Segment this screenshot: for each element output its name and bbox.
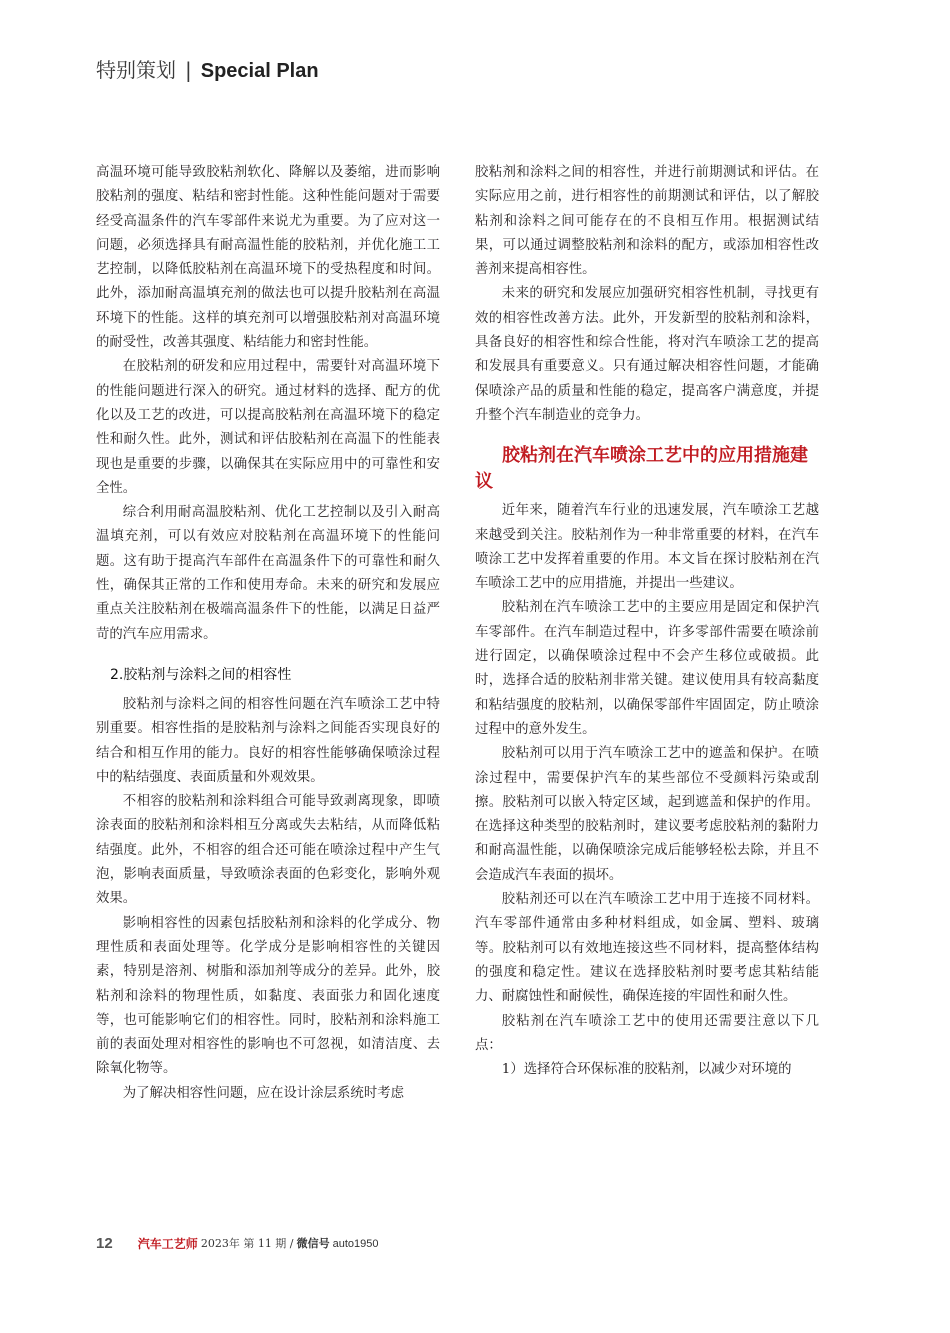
magazine-name: 汽车工艺师 <box>137 1237 198 1252</box>
paragraph: 未来的研究和发展应加强研究相容性机制，寻找更有效的相容性改善方法。此外，开发新型的胶粘剂和涂料，具备良好的相容性和综合性能，将对汽车喷涂工艺的提高和发展具有重要意义。只有通过解决相容性问题，才能确保喷涂产品的质量和性能的稳定，提高客户满意度，并提升整个汽车制造业的竞争力。 <box>475 286 819 423</box>
paragraph: 不相容的胶粘剂和涂料组合可能导致剥离现象，即喷涂表面的胶粘剂和涂料相互分离或失去粘结，从而降低粘结强度。此外，不相容的组合还可能在喷涂过程中产生气泡，影响表面质量，导致喷涂表面的色彩变化，影响外观效果。 <box>96 794 440 907</box>
section-title-cn: 特别策划 <box>96 58 176 82</box>
paragraph: 为了解决相容性问题，应在设计涂层系统时考虑 <box>122 1085 404 1101</box>
left-column <box>96 161 440 1106</box>
paragraph: 在胶粘剂的研发和应用过程中，需要针对高温环境下的性能问题进行深入的研究。通过材料的选择、配方的优化以及工艺的改进，可以提高胶粘剂在高温环境下的稳定性和耐久性。此外，测试和评估胶粘剂在高温下的性能表现也是重要的步骤，以确保其在实际应用中的可靠性和安全性。 <box>96 359 440 496</box>
section-heading: 胶粘剂在汽车喷涂工艺中的应用措施建议 <box>475 445 808 493</box>
subsection-heading: 2.胶粘剂与涂料之间的相容性 <box>110 666 292 683</box>
paragraph: 高温环境可能导致胶粘剂软化、降解以及萎缩，进而影响胶粘剂的强度、粘结和密封性能。这种性能问题对于需要经受高温条件的汽车零部件来说尤为重要。为了应对这一问题，必须选择具有耐高温性能的胶粘剂，并优化施工工艺控制，以降低胶粘剂在高温环境下的受热程度和时间。此外，添加耐高温填充剂的做法也可以提升胶粘剂在高温环境下的性能。这样的填充剂可以增强胶粘剂对高温环境的耐受性，改善其强度、粘结能力和密封性能。 <box>96 165 440 351</box>
paragraph: 胶粘剂可以用于汽车喷涂工艺中的遮盖和保护。在喷涂过程中，需要保护汽车的某些部位不受颜料污染或刮擦。胶粘剂可以嵌入特定区域，起到遮盖和保护的作用。在选择这种类型的胶粘剂时，建议要考虑胶粘剂的黏附力和耐高温性能，以确保喷涂完成后能够轻松去除，并且不会造成汽车表面的损坏。 <box>475 746 819 883</box>
paragraph: 综合利用耐高温胶粘剂、优化工艺控制以及引入耐高温填充剂，可以有效应对胶粘剂在高温环境下的性能问题。这有助于提高汽车部件在高温条件下的可靠性和耐久性，确保其正常的工作和使用寿命。未来的研究和发展应重点关注胶粘剂在极端高温条件下的性能，以满足日益严苛的汽车应用需求。 <box>96 505 440 642</box>
paragraph: 1）选择符合环保标准的胶粘剂，以减少对环境的 <box>501 1062 792 1078</box>
wechat-account: auto1950 <box>332 1238 379 1251</box>
paragraph: 胶粘剂和涂料之间的相容性，并进行前期测试和评估。在实际应用之前，进行相容性的前期测试和评估，以了解胶粘剂和涂料之间可能存在的不良相互作用。根据测试结果，可以通过调整胶粘剂和涂料的配方，或添加相容性改善剂来提高相容性。 <box>475 165 819 278</box>
paragraph: 胶粘剂在汽车喷涂工艺中的主要应用是固定和保护汽车零部件。在汽车制造过程中，许多零部件需要在喷涂前进行固定，以确保喷涂过程中不会产生移位或破损。此时，选择合适的胶粘剂非常关键。建议使用具有较高黏度和粘结强度的胶粘剂，以确保零部件牢固固定，防止喷涂过程中的意外发生。 <box>475 600 819 737</box>
paragraph: 近年来，随着汽车行业的迅速发展，汽车喷涂工艺越来越受到关注。胶粘剂作为一种非常重要的材料，在汽车喷涂工艺中发挥着重要的作用。本文旨在探讨胶粘剂在汽车喷涂工艺中的应用措施，并提出一些建议。 <box>475 503 819 592</box>
page-number: 12 <box>96 1235 113 1253</box>
paragraph: 胶粘剂与涂料之间的相容性问题在汽车喷涂工艺中特别重要。相容性指的是胶粘剂与涂料之间能否实现良好的结合和相互作用的能力。良好的相容性能够确保喷涂过程中的粘结强度、表面质量和外观效果。 <box>96 696 440 785</box>
paragraph: 胶粘剂还可以在汽车喷涂工艺中用于连接不同材料。汽车零部件通常由多种材料组成，如金属、塑料、玻璃等。胶粘剂可以有效地连接这些不同材料，提高整体结构的强度和稳定性。建议在选择胶粘剂时要考虑其粘结能力、耐腐蚀性和耐候性，确保连接的牢固性和耐久性。 <box>475 892 819 1005</box>
header-separator: | <box>185 58 192 82</box>
paragraph: 影响相容性的因素包括胶粘剂和涂料的化学成分、物理性质和表面处理等。化学成分是影响相容性的关键因素，特别是溶剂、树脂和添加剂等成分的差异。此外，胶粘剂和涂料的物理性质，如黏度、表面张力和固化速度等，也可能影响它们的相容性。同时，胶粘剂和涂料施工前的表面处理对相容性的影响也不可忽视，如清洁度、去除氧化物等。 <box>96 915 440 1077</box>
issue-info: 2023年 第 11 期 / <box>200 1237 294 1251</box>
page-footer <box>96 1235 379 1253</box>
page-header <box>96 56 319 85</box>
right-column <box>475 161 819 1082</box>
wechat-label: 微信号 <box>296 1237 330 1251</box>
paragraph: 胶粘剂在汽车喷涂工艺中的使用还需要注意以下几点： <box>475 1013 819 1053</box>
section-title-en: Special Plan <box>200 60 319 82</box>
